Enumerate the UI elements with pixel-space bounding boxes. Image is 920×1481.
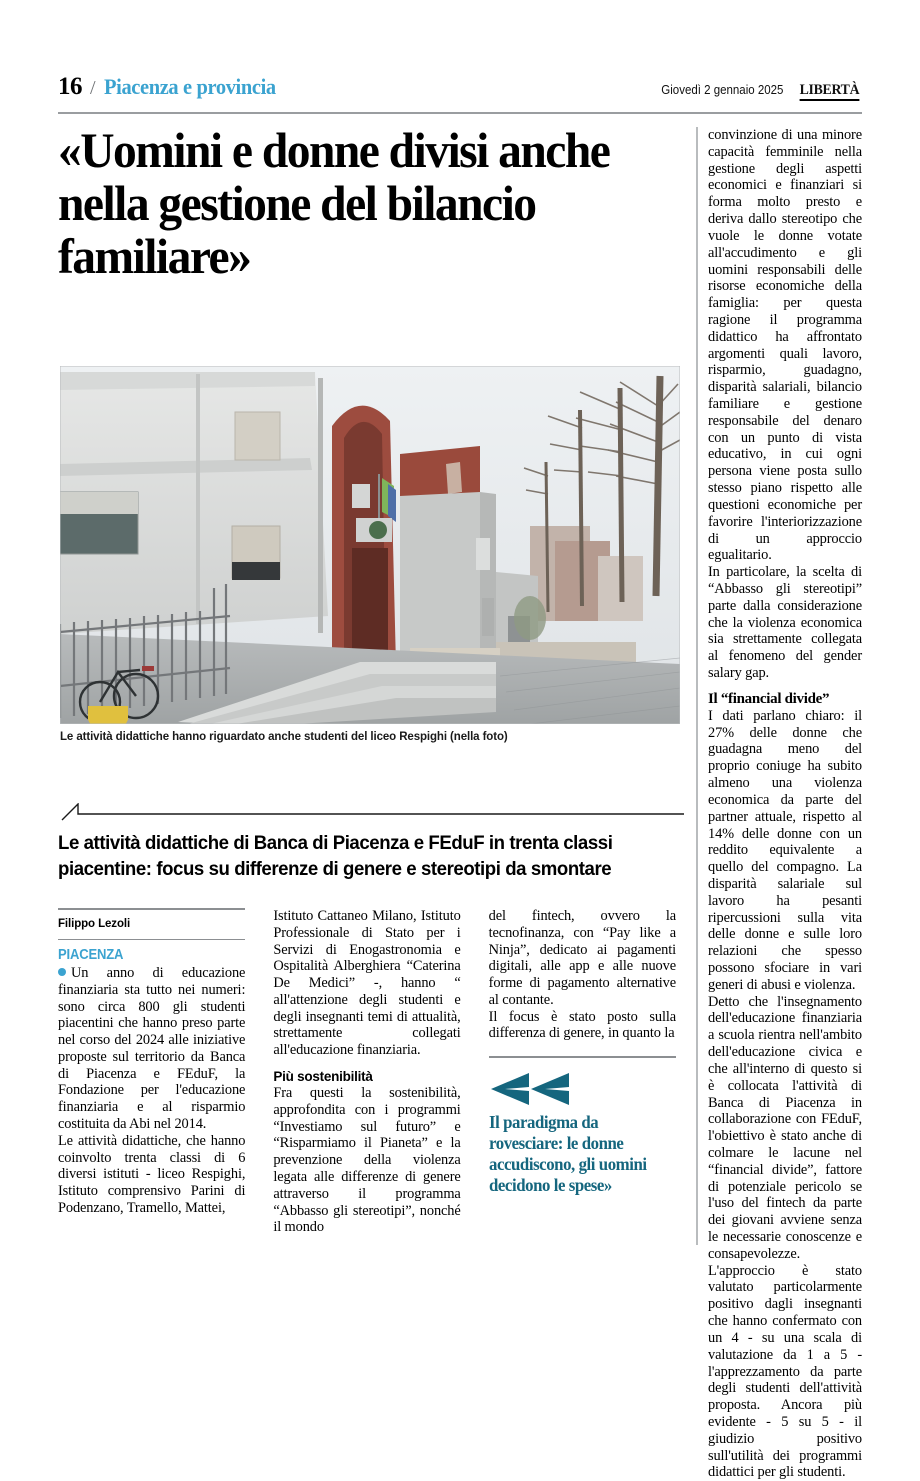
body-text-col2b bbox=[273, 1085, 460, 1236]
body-text-col1 bbox=[58, 965, 245, 1217]
body-column-1 bbox=[58, 908, 259, 1236]
article-body-columns bbox=[58, 908, 690, 1236]
paragraph bbox=[708, 994, 862, 1481]
byline-divider-top bbox=[58, 908, 245, 910]
masthead-divider bbox=[58, 112, 862, 114]
body-column-3 bbox=[475, 908, 690, 1236]
paragraph-text: In particolare, la scelta di “Abbasso gli stereotipi” parte dalla considerazione che la violenza economica sia strettamente collegata al fenomeno del gender salary gap. bbox=[708, 564, 862, 681]
article-photo bbox=[60, 366, 680, 724]
paragraph-text: Un anno di educazione finanziaria sta tutto nei numeri: sono circa 800 gli studenti piacentini che hanno preso parte nel corso del 2024 alle iniziative proposte sul territorio da Banca di Piacenza e FEduF, la Fondazione per l'educazione finanziaria e al risparmio costituita da Abi nel 2014. bbox=[58, 965, 246, 1133]
paragraph bbox=[273, 908, 460, 1059]
dateline: PIACENZA bbox=[58, 947, 124, 963]
article-subhead: Le attività didattiche di Banca di Piacenza e FEduF in trenta classi piacentine: focus su differenze di genere e stereotipi da smontare bbox=[58, 832, 613, 880]
paragraph-text: Detto che l'insegnamento dell'educazione finanziaria a scuola rientra nell'ambito dell'educazione civica e che all'interno di questo si è collocata l'attività di Banca di Piacenza in collaborazione con FEduF, l'obiettivo è stato anche di colmare le lacune nel “financial divide”, fattore di potenziale pericolo se l'uso del fintech da parte dei giovani avviene senza le necessarie conoscenze e consapevolezze. L'approccio è stato valutato particolarmente positivo dagli insegnanti che hanno confermato con un 4 - su una scala di valutazione da 1 a 5 - l'apprezzamento da parte degli studenti dell'attività proposta. Ancora più evidente - 5 su 5 - il giudizio positivo sull'utilità dei programmi didattici per gli studenti. bbox=[708, 993, 862, 1481]
publication-date: Giovedì 2 gennaio 2025 bbox=[661, 83, 784, 97]
paragraph-text: del fintech, ovvero la tecnofinanza, con “Pay like a Ninja”, dedicato ai pagamenti digitali, alle app e alle nuove forme di pagamento alternative al contante. bbox=[488, 908, 676, 1008]
article-header bbox=[58, 124, 688, 283]
body-text-right bbox=[708, 127, 862, 682]
paragraph-text: convinzione di una minore capacità femminile nella gestione degli aspetti economici e finanziari si forma molto presto e deriva dallo stereotipo che vuole le donne votate all'accudimento e gli uomini responsabili delle risorse economiche della famiglia: per questa ragione il programma didattico ha affrontato argomenti quali lavoro, risparmio, guadagno, disparità salariali, bilancio familiare e gestione responsabile del denaro con un punto di vista educativo, in cui ogni persona viene posta sullo stesso piano rispetto alle questioni economiche per favorire l'interiorizzazione di un approccio egualitario. bbox=[708, 127, 862, 564]
masthead-right bbox=[656, 82, 862, 101]
page-title: «Uomini e donne divisi anche nella gestione del bilancio familiare» bbox=[58, 122, 610, 284]
subheading-sostenibilita: Più sostenibilità bbox=[273, 1069, 373, 1085]
masthead bbox=[58, 74, 862, 108]
paragraph-text: I dati parlano chiaro: il 27% delle donne che guadagna meno del proprio coniuge ha subito almeno una violenza economica da parte del partner attuale, rispetto al 14% delle donne con un reddito equivalente a quello del compagno. La disparità salariale sul lavoro ha pesanti ripercussioni sulla vita delle donne e sulle loro relazioni che spesso possono sfociare in vari generi di abusi e violenza. bbox=[708, 707, 862, 993]
paragraph bbox=[489, 908, 676, 1009]
body-text-col2 bbox=[273, 908, 460, 1059]
double-chevron-left-icon bbox=[489, 1072, 579, 1106]
corner-rule-icon bbox=[60, 803, 684, 821]
pull-quote-divider bbox=[489, 1056, 676, 1058]
paragraph bbox=[708, 127, 862, 564]
subhead-flag-mark bbox=[60, 803, 684, 821]
section-title: Piacenza e provincia bbox=[103, 74, 276, 99]
quote-marks-icon bbox=[489, 1072, 676, 1106]
byline-divider-bottom bbox=[58, 939, 245, 941]
body-text-col3 bbox=[489, 908, 676, 1042]
sidebar-column bbox=[708, 127, 862, 1481]
masthead-left bbox=[58, 74, 288, 100]
school-building-photo bbox=[60, 366, 680, 724]
newspaper-logo: LIBERTÀ bbox=[800, 82, 860, 101]
paragraph bbox=[273, 1085, 460, 1236]
paragraph-text: Le attività didattiche, che hanno coinvolto trenta classi di 6 diversi istituti - liceo Respighi, Istituto comprensivo Parini di Podenzano, Tramello, Mattei, bbox=[58, 1132, 246, 1216]
paragraph bbox=[708, 708, 862, 994]
pull-quote-text: Il paradigma da rovesciare: le donne accudiscono, gli uomini decidono le spese» bbox=[488, 1111, 647, 1195]
masthead-separator: / bbox=[90, 77, 96, 99]
paragraph-text: Fra questi la sostenibilità, approfondita con i programmi “Investiamo sul futuro” e “Risparmiamo il Pianeta” e la prevenzione della violenza legata alle differenze di genere attraverso il programma “Abbasso gli stereotipi”, nonché il mondo bbox=[273, 1085, 461, 1236]
paragraph-text: Il focus è stato posto sulla differenza di genere, in quanto la bbox=[488, 1008, 676, 1042]
body-column-2 bbox=[259, 908, 474, 1236]
paragraph bbox=[58, 965, 245, 1133]
byline: Filippo Lezoli bbox=[58, 917, 131, 930]
pull-quote bbox=[489, 1056, 676, 1196]
column-divider bbox=[696, 127, 698, 1245]
subheading-financial-divide: Il “financial divide” bbox=[708, 690, 830, 707]
photo-caption: Le attività didattiche hanno riguardato anche studenti del liceo Respighi (nella foto) bbox=[60, 731, 508, 743]
body-text-right-2 bbox=[708, 708, 862, 1481]
paragraph bbox=[708, 564, 862, 682]
paragraph bbox=[58, 1133, 245, 1217]
paragraph-text: Istituto Cattaneo Milano, Istituto Professionale di Stato per i Servizi di Enogastronomia e Ospitalità Alberghiera “Caterina De Medici” -, hanno “ all'attenzione degli studenti e degli insegnanti temi di attualità, strettamente collegati all'educazione finanziaria. bbox=[273, 908, 461, 1059]
page-number: 16 bbox=[58, 73, 82, 100]
paragraph bbox=[489, 1009, 676, 1043]
bullet-dot-icon bbox=[58, 968, 66, 976]
